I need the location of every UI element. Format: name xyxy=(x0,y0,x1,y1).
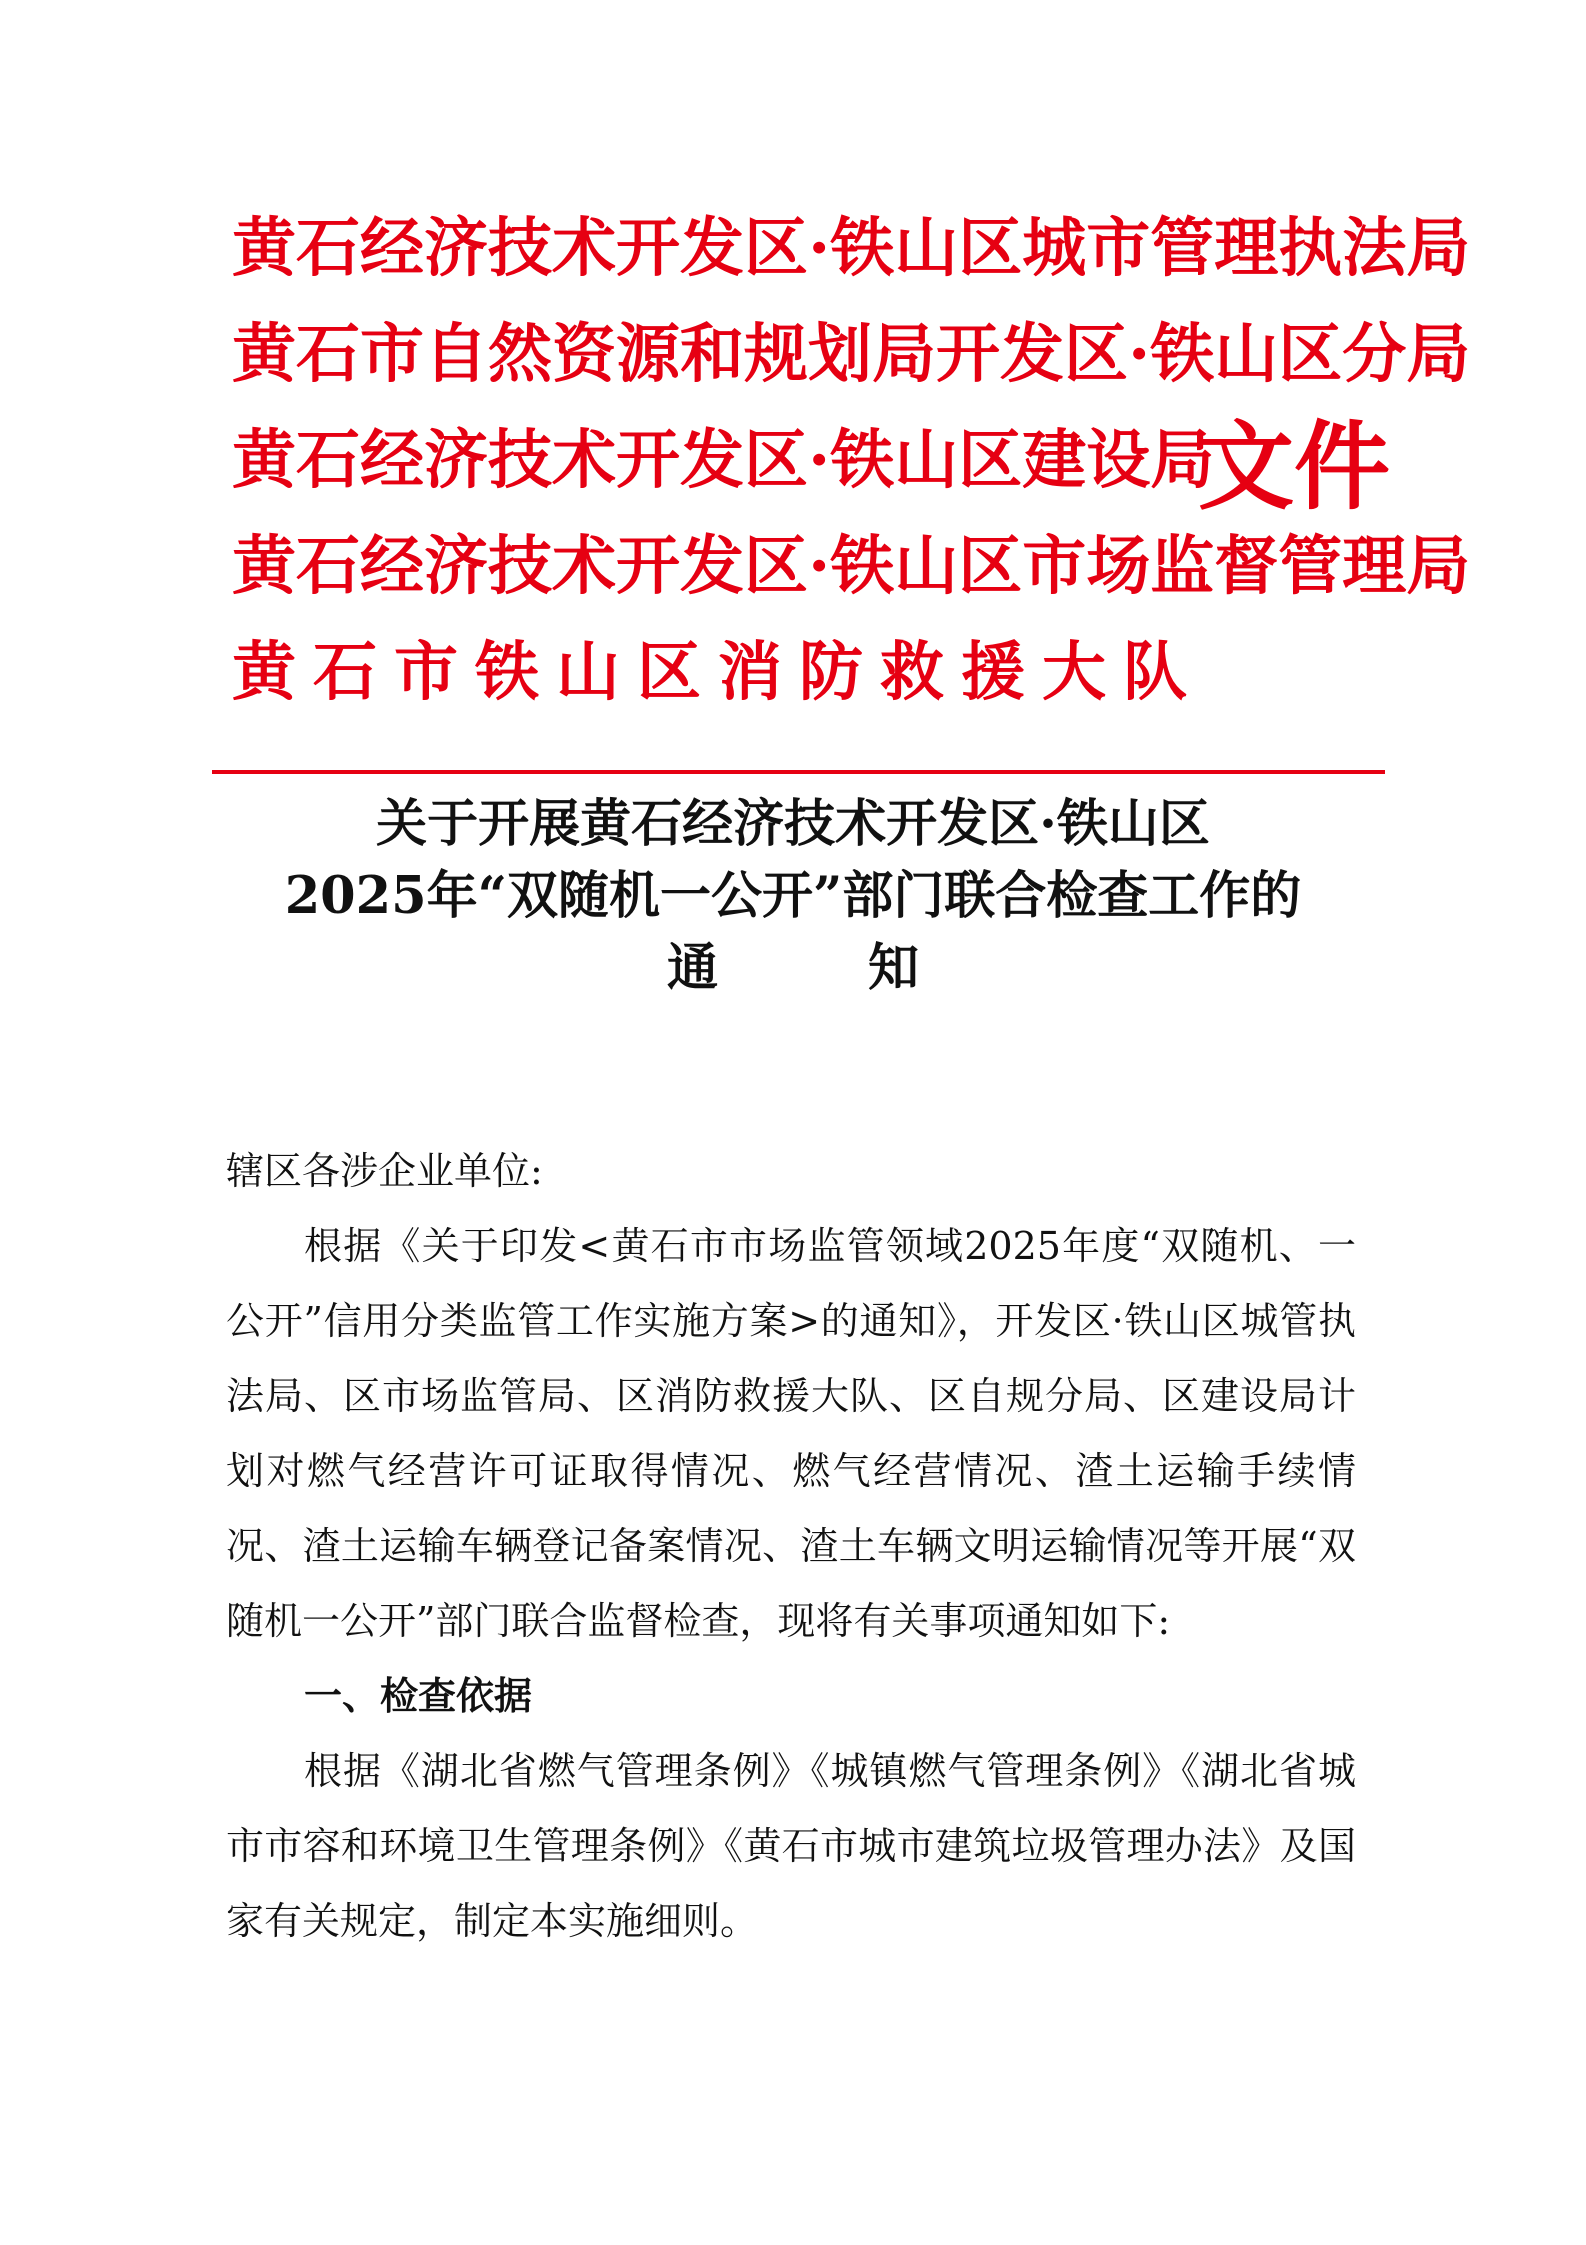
document-type-label: 文件 xyxy=(1198,410,1390,523)
title-line-1: 关于开展黄石经济技术开发区·铁山区 xyxy=(376,794,1210,854)
title-line-2: 2025年“双随机一公开”部门联合检查工作的 xyxy=(284,866,1302,926)
authority-natural-resources: 黄石市自然资源和规划局开发区·铁山区分局 xyxy=(232,317,1471,392)
document-body xyxy=(226,1134,1356,1959)
authority-urban-management: 黄石经济技术开发区·铁山区城市管理执法局 xyxy=(232,211,1471,286)
section-1-heading: 一、检查依据 xyxy=(304,1674,533,1718)
authority-fire-rescue: 黄石市铁山区消防救援大队 xyxy=(232,635,1187,710)
title-line-3: 通知 xyxy=(666,938,1069,998)
authority-construction: 黄石经济技术开发区·铁山区建设局 xyxy=(232,423,1215,498)
authority-market-supervision: 黄石经济技术开发区·铁山区市场监督管理局 xyxy=(232,529,1471,604)
red-header-divider xyxy=(212,770,1385,774)
intro-paragraph: 根据《关于印发<黄石市市场监管领域2025年度“双随机、一公开”信用分类监管工作实施方案>的通知》，开发区·铁山区城管执法局、区市场监管局、区消防救援大队、区自规分局、区建设局计划对燃气经营许可证取得情况、燃气经营情况、渣土运输手续情况、渣土运输车辆登记备案情况、渣土车辆文明运输情况等开展“双随机一公开”部门联合监督检查，现将有关事项通知如下: xyxy=(226,1224,1356,1643)
document-title xyxy=(200,788,1386,1004)
section-1-paragraph: 根据《湖北省燃气管理条例》《城镇燃气管理条例》《湖北省城市市容和环境卫生管理条例》《黄石市城市建筑垃圾管理办法》及国家有关规定，制定本实施细则。 xyxy=(226,1749,1356,1943)
salutation: 辖区各涉企业单位: xyxy=(226,1149,543,1193)
